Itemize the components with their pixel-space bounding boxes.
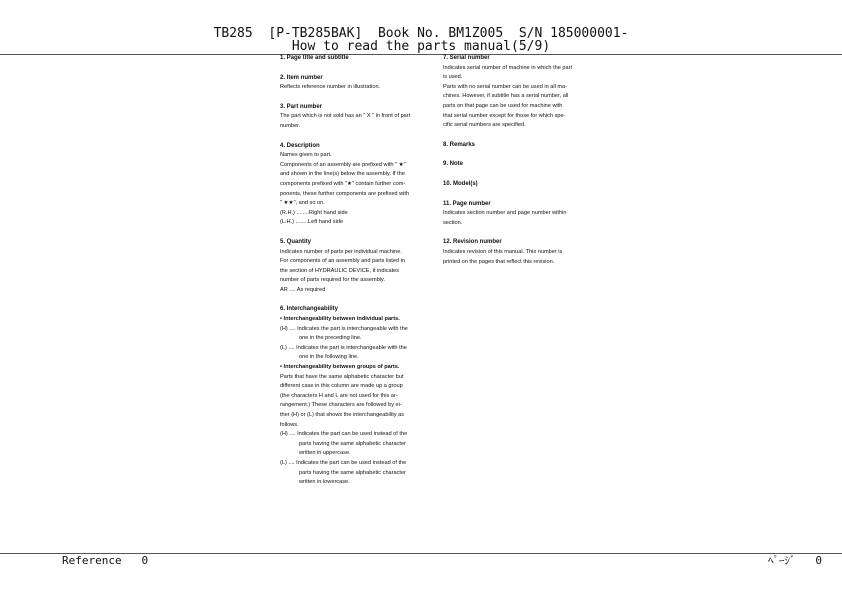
section-serial-number <box>443 54 593 131</box>
page-title: How to read the parts manual(5/9) <box>291 39 551 54</box>
text-line: For components of an assembly and parts listed in <box>280 258 405 265</box>
section-heading: 1. Page title and subtitle <box>280 55 349 61</box>
text-line: (H) .... Indicates the part can be used instead of the <box>280 431 408 438</box>
section-heading: 10. Model(s) <box>443 180 478 187</box>
text-line: one in the following line. <box>299 354 359 361</box>
footer-page-number: ﾍﾟｰｼﾞ 0 <box>768 554 822 567</box>
section-item-number <box>280 74 428 93</box>
section-description <box>280 142 428 228</box>
text-line: cific serial numbers are specified. <box>443 122 526 129</box>
text-line: Indicates number of parts per individual machine. <box>280 248 402 255</box>
text-line: (L.H.) ........Left hand side <box>280 219 344 226</box>
text-line: (L) .... Indicates the part can be used instead of the <box>280 459 407 466</box>
text-line: ponents, these further components are prefixed with <box>280 190 410 197</box>
text-line: components prefixed with "★" contain further com- <box>280 180 406 187</box>
left-column <box>280 54 428 498</box>
text-line: (the characters H and L are not used for this ar- <box>280 392 398 399</box>
text-line: Indicates section number and page number within <box>443 210 567 217</box>
header-title-line: TB285 [P-TB285BAK] Book No. BM1Z005 S/N 185000001- <box>213 26 629 41</box>
section-heading: 3. Part number <box>280 103 323 110</box>
section-heading: 8. Remarks <box>443 141 476 148</box>
text-line: Parts that have the same alphabetic character but <box>280 373 404 380</box>
subheading: • Interchangeability between individual parts. <box>280 316 400 323</box>
text-line: parts on that page can be used for machine with <box>443 102 563 109</box>
text-line: Components of an assembly are prefixed with " ★" <box>280 161 406 168</box>
section-heading: 9. Note <box>443 161 464 168</box>
footer-reference: Reference 0 <box>62 554 149 567</box>
text-line: parts having the same alphabetic character <box>299 469 406 476</box>
section-heading: 11. Page number <box>443 200 491 207</box>
text-line: follows. <box>280 421 299 428</box>
subheading: • Interchangeability between groups of parts. <box>280 364 400 371</box>
section-heading: 6. Interchangeability <box>280 306 339 313</box>
section-models <box>443 180 593 190</box>
text-line: (R.H.) ........Right hand side <box>280 209 348 216</box>
section-heading: 4. Description <box>280 142 320 149</box>
text-line: number. <box>280 122 301 129</box>
section-page-title <box>280 54 428 64</box>
text-line: written in lowercase. <box>299 479 350 486</box>
text-line: is used. <box>443 74 463 81</box>
text-line: the section of HYDRAULIC DEVICE, it indicates <box>280 267 400 274</box>
section-heading: 12. Revision number <box>443 239 502 246</box>
text-line: written in uppercase. <box>299 450 351 457</box>
text-line: ther (H) or (L) that shows the interchangeability as <box>280 412 405 418</box>
text-line: one in the preceding line. <box>299 335 362 342</box>
text-line: AR .... As required <box>280 286 326 293</box>
section-revision-number <box>443 238 593 267</box>
text-line: that serial number except for those for which spe- <box>443 112 566 119</box>
text-line: Names given to part. <box>280 152 332 159</box>
section-heading: 7. Serial number <box>443 55 490 61</box>
text-line: different case in this column are made up a group <box>280 383 403 390</box>
text-line: Reflects reference number in illustration. <box>280 84 381 91</box>
text-line: printed on the pages that reflect this revision. <box>443 258 555 265</box>
text-line: The part which is not sold has an " X " in front of part <box>280 113 411 120</box>
section-note <box>443 160 593 170</box>
text-line: and shown in the line(s) below the assembly. If the <box>280 171 405 178</box>
text-line: (L) .... Indicates the part is interchangeable with the <box>280 344 407 351</box>
section-page-number <box>443 200 593 229</box>
text-line: chines. However, if subtitle has a serial number, all <box>443 93 569 100</box>
text-line: " ★★", and so on. <box>280 200 325 207</box>
section-heading: 5. Quantity <box>280 238 312 245</box>
section-heading: 2. Item number <box>280 74 323 81</box>
text-line: parts having the same alphabetic character <box>299 440 406 447</box>
text-line: number of parts required for the assembly. <box>280 277 385 284</box>
section-interchangeability <box>280 305 428 487</box>
section-part-number <box>280 103 428 132</box>
section-remarks <box>443 141 593 151</box>
text-line: Indicates revision of this manual. This number is <box>443 248 563 255</box>
text-line: Parts with no serial number can be used in all ma- <box>443 83 568 90</box>
section-quantity <box>280 238 428 296</box>
right-column <box>443 54 593 277</box>
text-line: rangement.) These characters are followed by ei- <box>280 402 402 409</box>
text-line: section. <box>443 219 463 226</box>
text-line: (H) .... Indicates the part is interchangeable with the <box>280 325 408 332</box>
text-line: Indicates serial number of machine in which the part <box>443 64 573 71</box>
